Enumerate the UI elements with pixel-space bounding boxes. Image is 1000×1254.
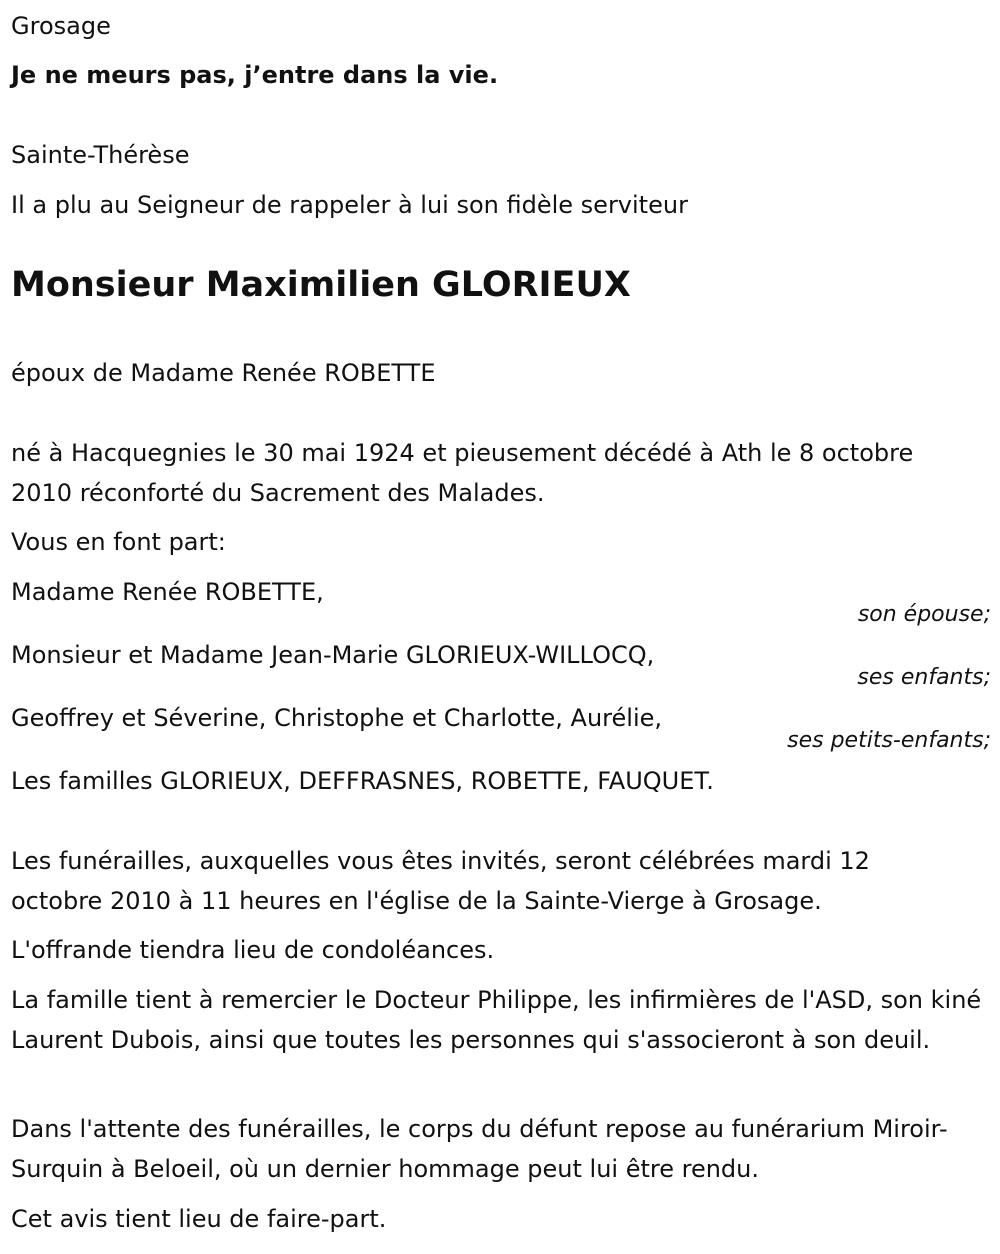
family-role: ses enfants; xyxy=(857,665,991,690)
family-names: Geoffrey et Séverine, Christophe et Charlotte, Aurélie, xyxy=(11,704,663,732)
family-entry-grandchildren xyxy=(11,698,991,754)
place-top: Grosage xyxy=(11,12,111,40)
families-line: Les familles GLORIEUX, DEFFRASNES, ROBETTE, FAUQUET. xyxy=(11,767,714,795)
family-entry-spouse xyxy=(11,572,991,628)
rest-note: Dans l'attente des funérailles, le corps du défunt repose au funérarium Miroir-Surquin à Beloeil, où un dernier hommage peut lui être rendu. xyxy=(11,1115,948,1183)
deceased-name: Monsieur Maximilien GLORIEUX xyxy=(11,265,631,305)
family-role: son épouse; xyxy=(857,602,991,627)
motto: Je ne meurs pas, j’entre dans la vie. xyxy=(11,61,499,89)
family-entry-children xyxy=(11,635,991,691)
intro: Il a plu au Seigneur de rappeler à lui son fidèle serviteur xyxy=(11,191,688,219)
parish: Sainte-Thérèse xyxy=(11,141,190,169)
family-names: Monsieur et Madame Jean-Marie GLORIEUX-WILLOCQ, xyxy=(11,641,655,669)
family-names: Madame Renée ROBETTE, xyxy=(11,578,324,606)
birth-death: né à Hacquegnies le 30 mai 1924 et pieusement décédé à Ath le 8 octobre 2010 réconforté du Sacrement des Malades. xyxy=(11,439,914,507)
thanks-note: La famille tient à remercier le Docteur Philippe, les infirmières de l'ASD, son kiné Laurent Dubois, ainsi que toutes les personnes qui s'associeront à son deuil. xyxy=(11,986,982,1054)
announce: Vous en font part: xyxy=(11,528,226,556)
closing-note: Cet avis tient lieu de faire-part. xyxy=(11,1205,387,1233)
funeral-info: Les funérailles, auxquelles vous êtes invités, seront célébrées mardi 12 octobre 2010 à 11 heures en l'église de la Sainte-Vierge à Grosage. xyxy=(11,847,870,915)
offering-note: L'offrande tiendra lieu de condoléances. xyxy=(11,936,495,964)
spouse-line: époux de Madame Renée ROBETTE xyxy=(11,359,436,387)
family-role: ses petits-enfants; xyxy=(787,728,991,753)
